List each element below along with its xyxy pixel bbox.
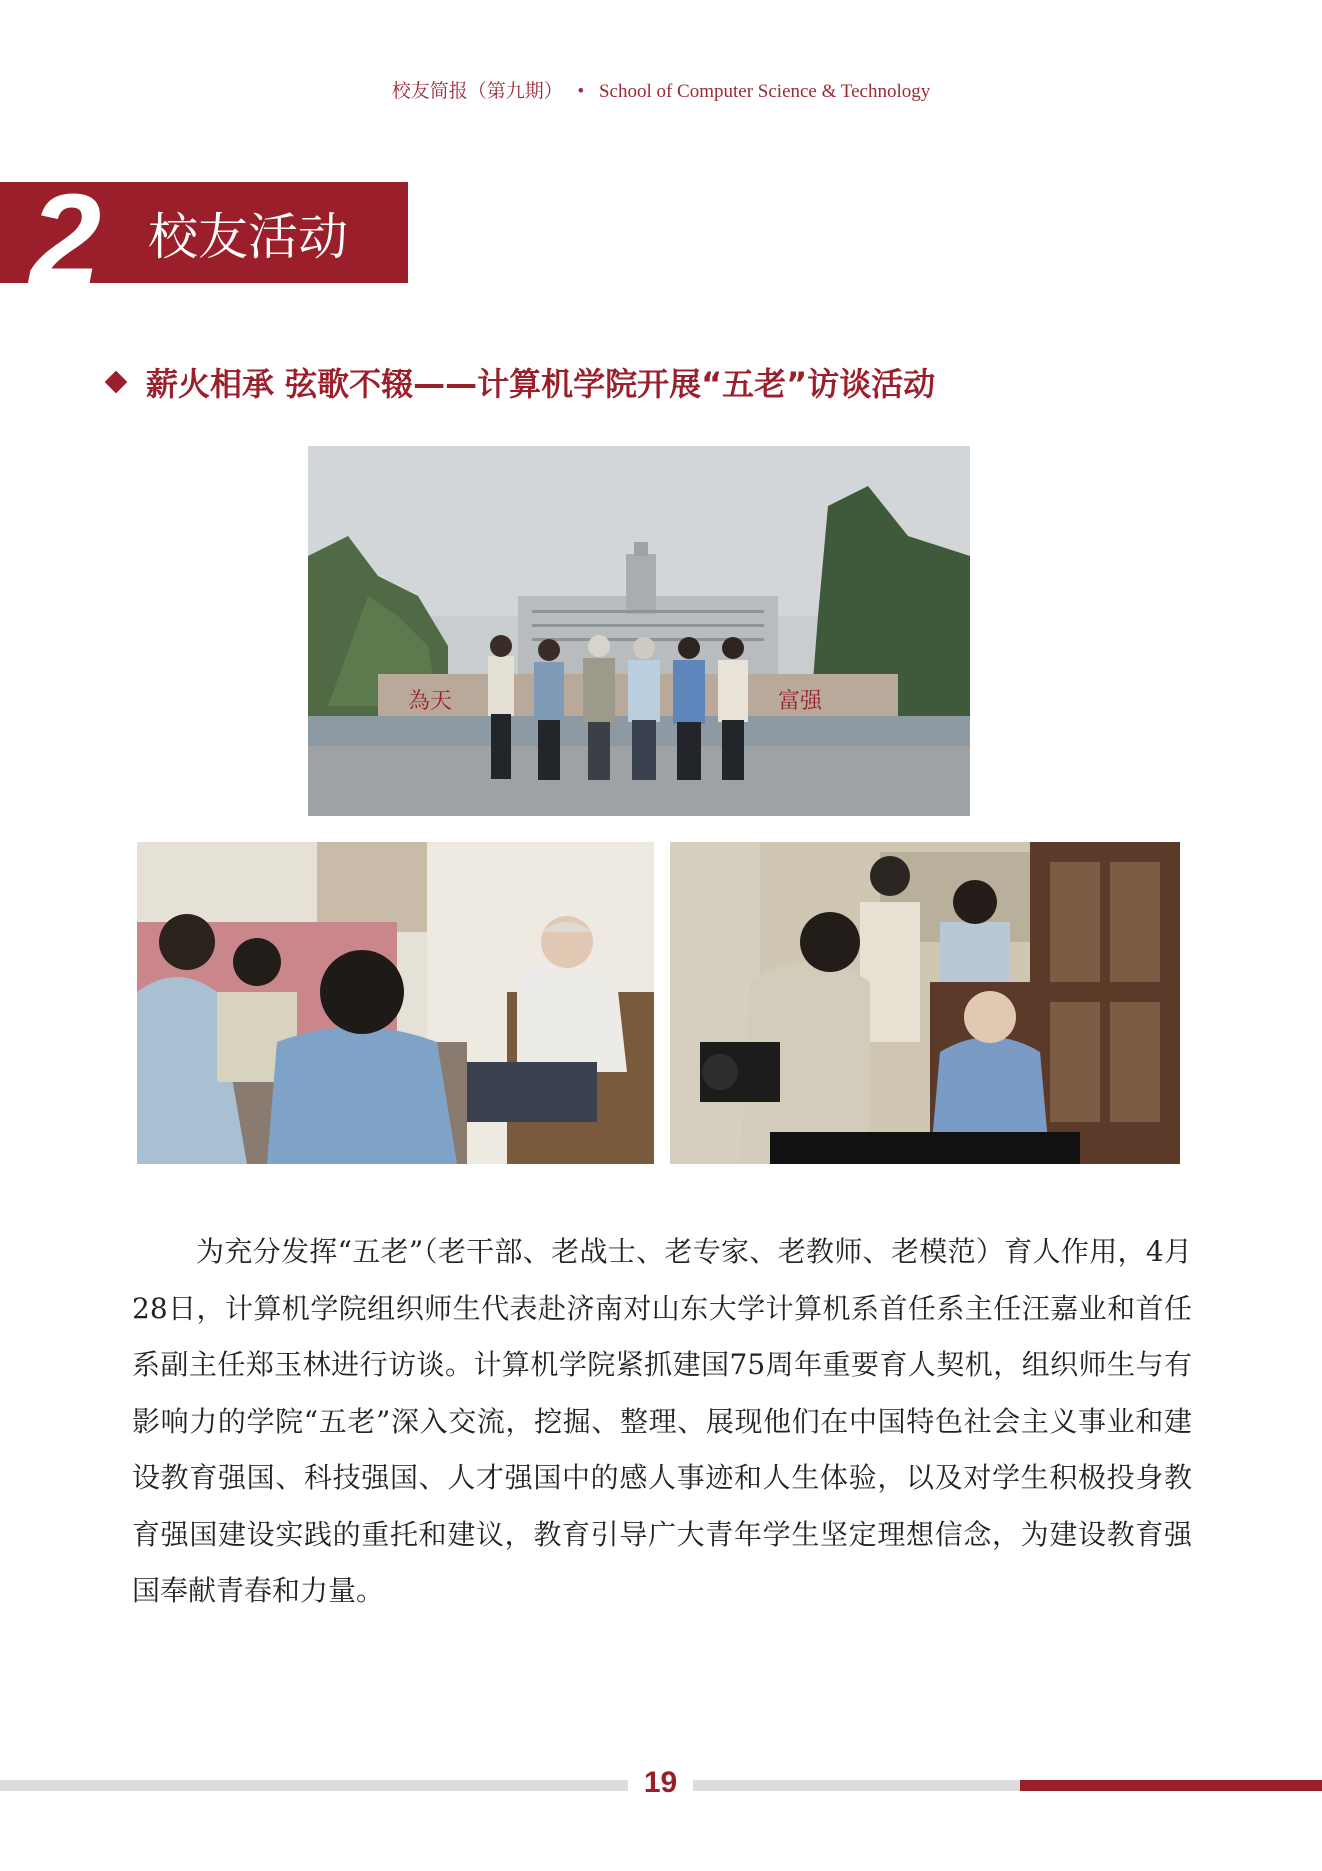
page-number: 19: [643, 1766, 678, 1799]
footer-bar-accent: [1020, 1780, 1322, 1791]
section-title: 校友活动: [148, 208, 348, 266]
diamond-bullet-icon: [105, 371, 128, 394]
header-separator: •: [577, 81, 585, 102]
issue-label: 校友简报（第九期）: [391, 81, 563, 102]
svg-text:為天: 為天: [408, 689, 453, 714]
section-number: 2: [30, 182, 102, 283]
footer-bar-mid: [693, 1780, 1020, 1791]
svg-text:富强: 富强: [778, 689, 823, 714]
article-body: 为充分发挥“五老”（老干部、老战士、老专家、老教师、老模范）育人作用，4月28日，计算机学院组织师生代表赴济南对山东大学计算机系首任系主任汪嘉业和首任系副主任郑玉林进行访谈。计算机学院紧抓建国75周年重要育人契机，组织师生与有影响力的学院“五老”深入交流，挖掘、整理、展现他们在中国特色社会主义事业和建设教育强国、科技强国、人才强国中的感人事迹和人生体验，以及对学生积极投身教育强国建设实践的重托和建议，教育引导广大青年学生坚定理想信念，为建设教育强国奉献青春和力量。: [132, 1235, 1192, 1607]
section-banner: [0, 182, 408, 283]
article-title: 薪火相承 弦歌不辍——计算机学院开展“五老”访谈活动: [146, 365, 936, 403]
running-header: [0, 76, 1322, 103]
interview-photo-right: [670, 842, 1180, 1164]
footer-bar-left: [0, 1780, 628, 1791]
interview-photo-left: [137, 842, 654, 1164]
group-photo: [308, 446, 970, 816]
school-name: School of Computer Science & Technology: [598, 81, 931, 102]
article-heading: [108, 360, 935, 404]
